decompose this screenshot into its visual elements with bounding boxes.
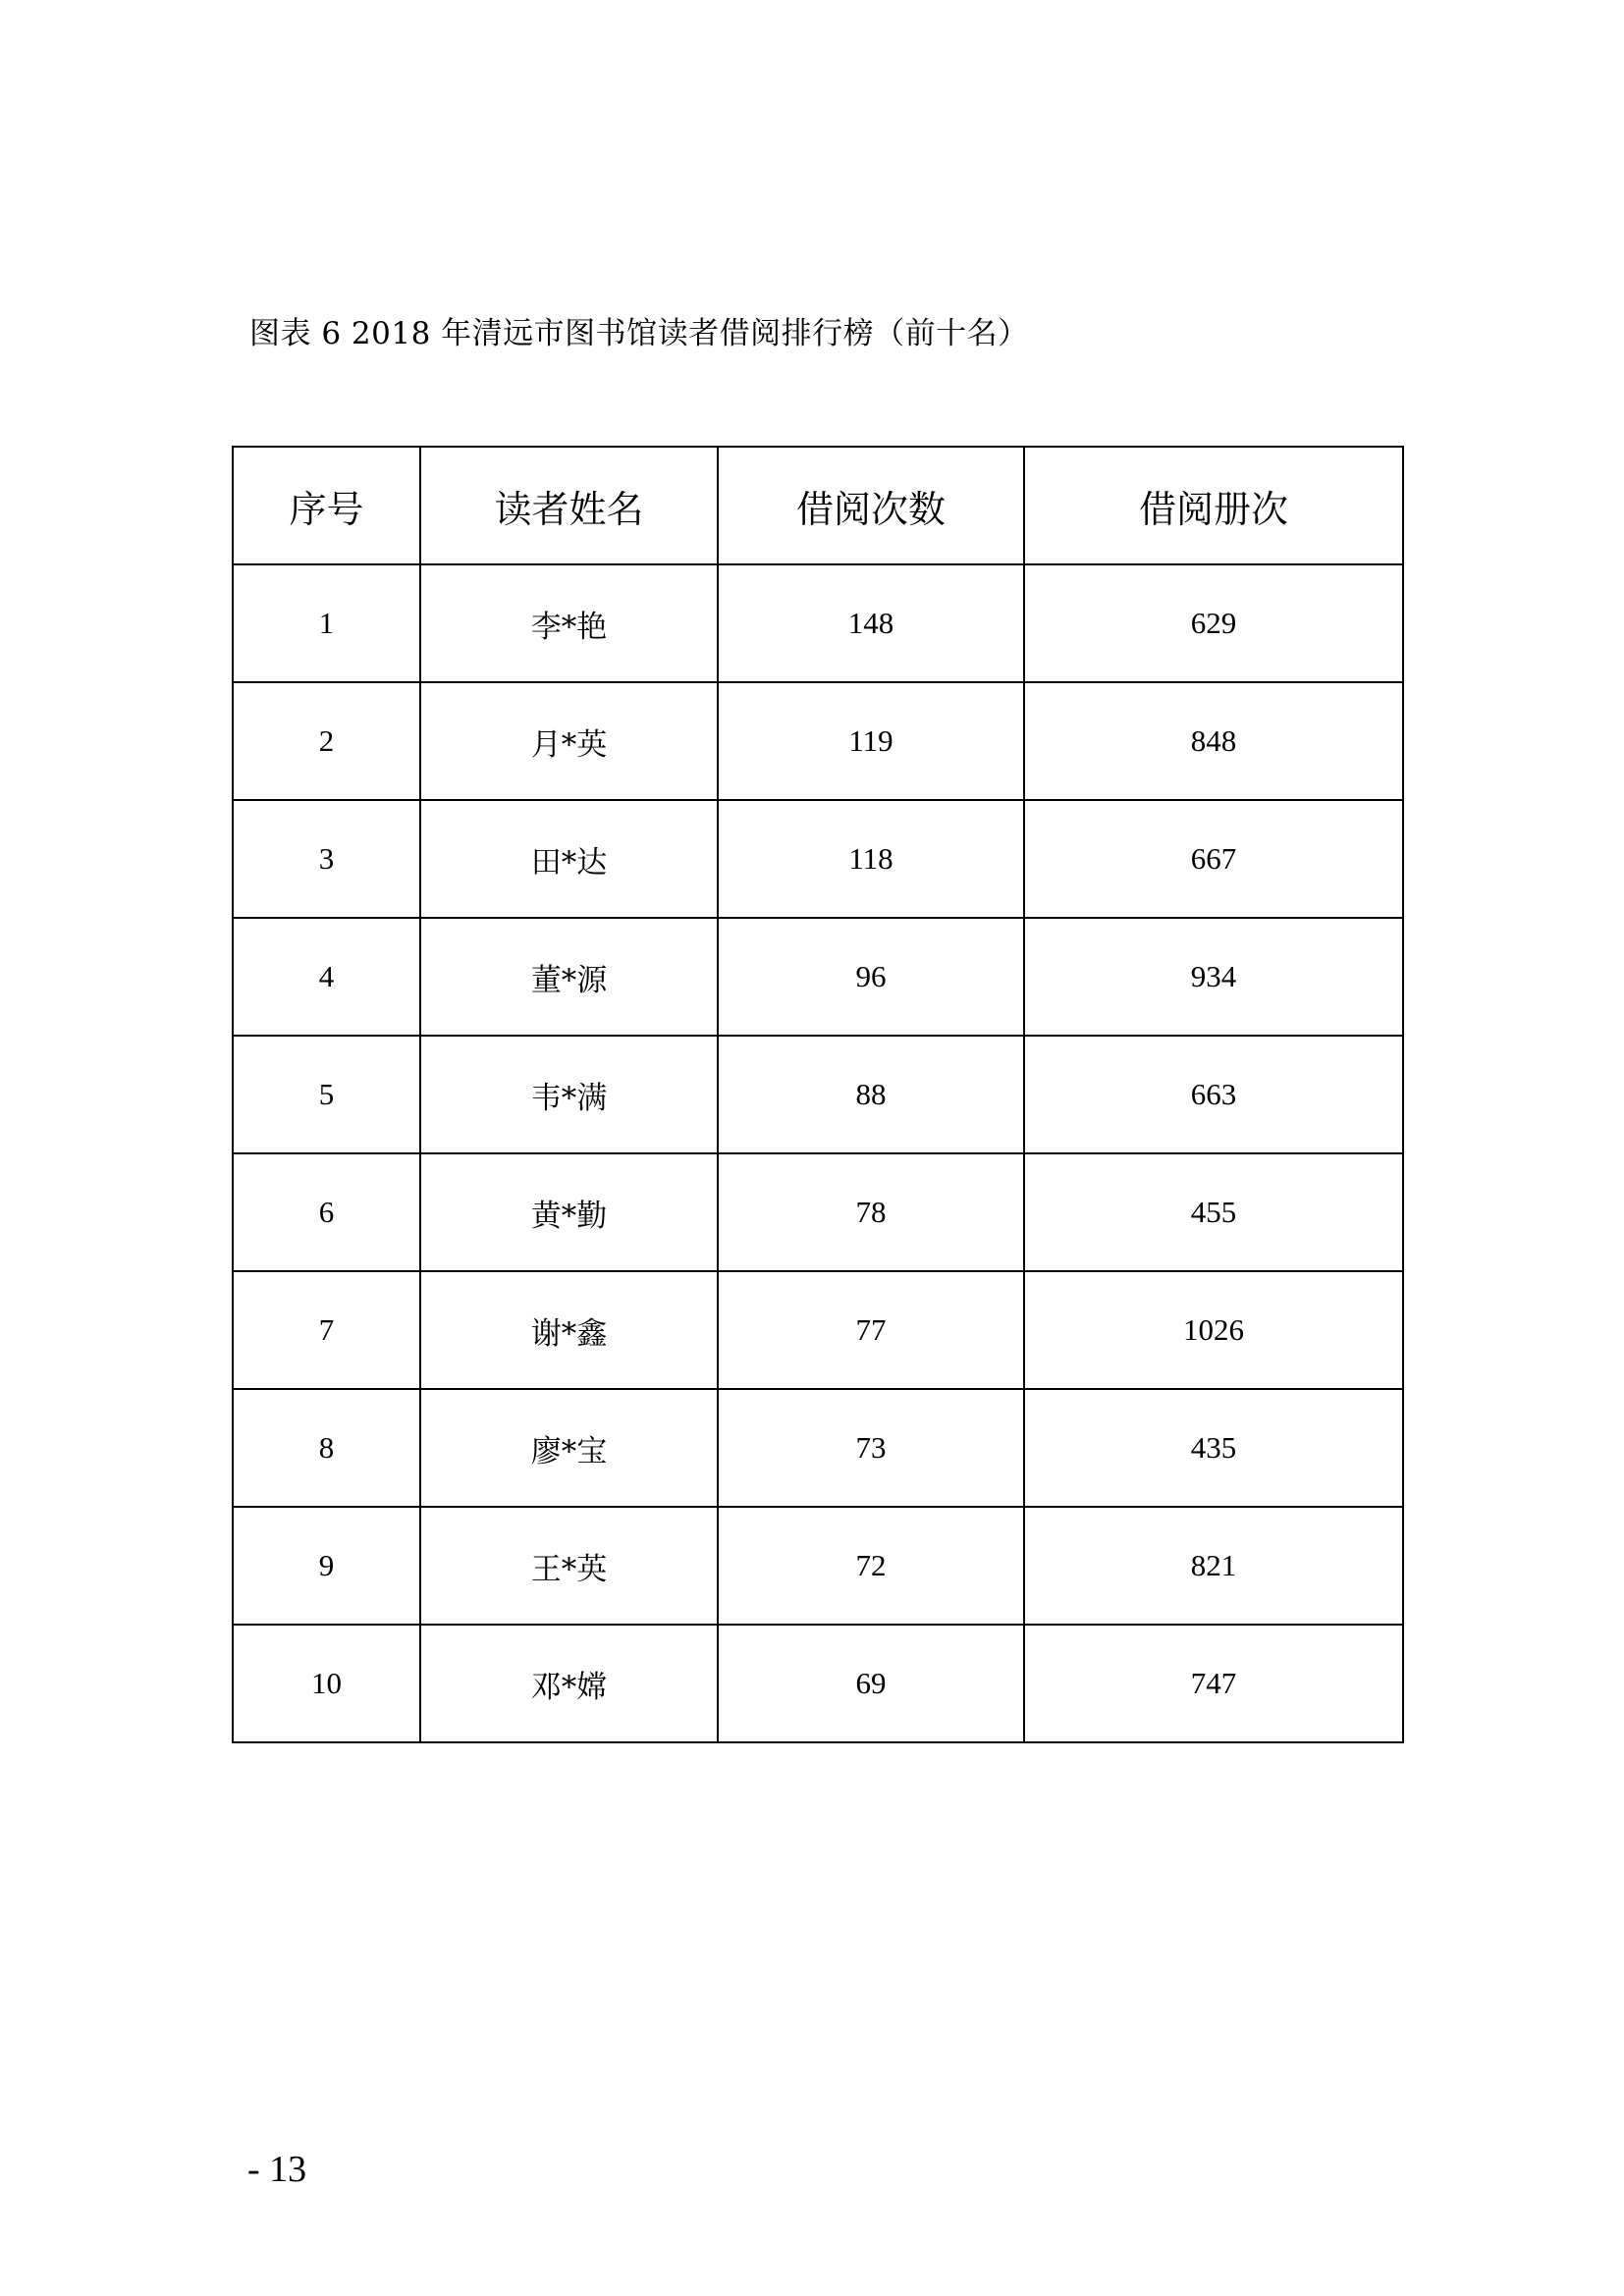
cell-borrow-volumes: 435	[1024, 1389, 1403, 1507]
cell-borrow-volumes: 821	[1024, 1507, 1403, 1625]
cell-reader-name: 谢*鑫	[420, 1271, 718, 1389]
cell-reader-name: 月*英	[420, 682, 718, 800]
table-row	[233, 1036, 1403, 1153]
cell-rank: 7	[233, 1271, 420, 1389]
header-reader-name: 读者姓名	[420, 447, 718, 564]
table-row	[233, 564, 1403, 682]
cell-rank: 8	[233, 1389, 420, 1507]
table-row	[233, 1389, 1403, 1507]
reader-ranking-table-wrapper	[232, 446, 1402, 1743]
cell-rank: 6	[233, 1153, 420, 1271]
table-row	[233, 682, 1403, 800]
cell-reader-name: 廖*宝	[420, 1389, 718, 1507]
page-number: - 13	[247, 2149, 307, 2190]
cell-rank: 10	[233, 1625, 420, 1742]
table-row	[233, 1271, 1403, 1389]
cell-borrow-count: 119	[718, 682, 1024, 800]
reader-ranking-table	[232, 446, 1404, 1743]
cell-borrow-volumes: 848	[1024, 682, 1403, 800]
table-row	[233, 800, 1403, 918]
cell-rank: 4	[233, 918, 420, 1036]
cell-borrow-volumes: 455	[1024, 1153, 1403, 1271]
cell-borrow-volumes: 663	[1024, 1036, 1403, 1153]
cell-reader-name: 黄*勤	[420, 1153, 718, 1271]
cell-borrow-count: 72	[718, 1507, 1024, 1625]
cell-reader-name: 田*达	[420, 800, 718, 918]
cell-borrow-count: 69	[718, 1625, 1024, 1742]
table-caption: 图表 6 2018 年清远市图书馆读者借阅排行榜（前十名）	[249, 316, 1029, 351]
table-header-row	[233, 447, 1403, 564]
header-borrow-count: 借阅次数	[718, 447, 1024, 564]
cell-borrow-count: 88	[718, 1036, 1024, 1153]
cell-borrow-volumes: 667	[1024, 800, 1403, 918]
cell-borrow-count: 77	[718, 1271, 1024, 1389]
cell-rank: 1	[233, 564, 420, 682]
table-row	[233, 1153, 1403, 1271]
cell-borrow-volumes: 1026	[1024, 1271, 1403, 1389]
header-rank: 序号	[233, 447, 420, 564]
cell-borrow-volumes: 629	[1024, 564, 1403, 682]
cell-borrow-count: 73	[718, 1389, 1024, 1507]
cell-rank: 3	[233, 800, 420, 918]
cell-reader-name: 邓*嫦	[420, 1625, 718, 1742]
table-row	[233, 1507, 1403, 1625]
cell-rank: 9	[233, 1507, 420, 1625]
cell-rank: 5	[233, 1036, 420, 1153]
cell-reader-name: 李*艳	[420, 564, 718, 682]
cell-rank: 2	[233, 682, 420, 800]
cell-reader-name: 王*英	[420, 1507, 718, 1625]
cell-borrow-count: 118	[718, 800, 1024, 918]
table-row	[233, 918, 1403, 1036]
cell-reader-name: 韦*满	[420, 1036, 718, 1153]
cell-borrow-count: 78	[718, 1153, 1024, 1271]
cell-borrow-count: 96	[718, 918, 1024, 1036]
cell-reader-name: 董*源	[420, 918, 718, 1036]
table-row	[233, 1625, 1403, 1742]
header-borrow-volumes: 借阅册次	[1024, 447, 1403, 564]
cell-borrow-count: 148	[718, 564, 1024, 682]
cell-borrow-volumes: 934	[1024, 918, 1403, 1036]
cell-borrow-volumes: 747	[1024, 1625, 1403, 1742]
